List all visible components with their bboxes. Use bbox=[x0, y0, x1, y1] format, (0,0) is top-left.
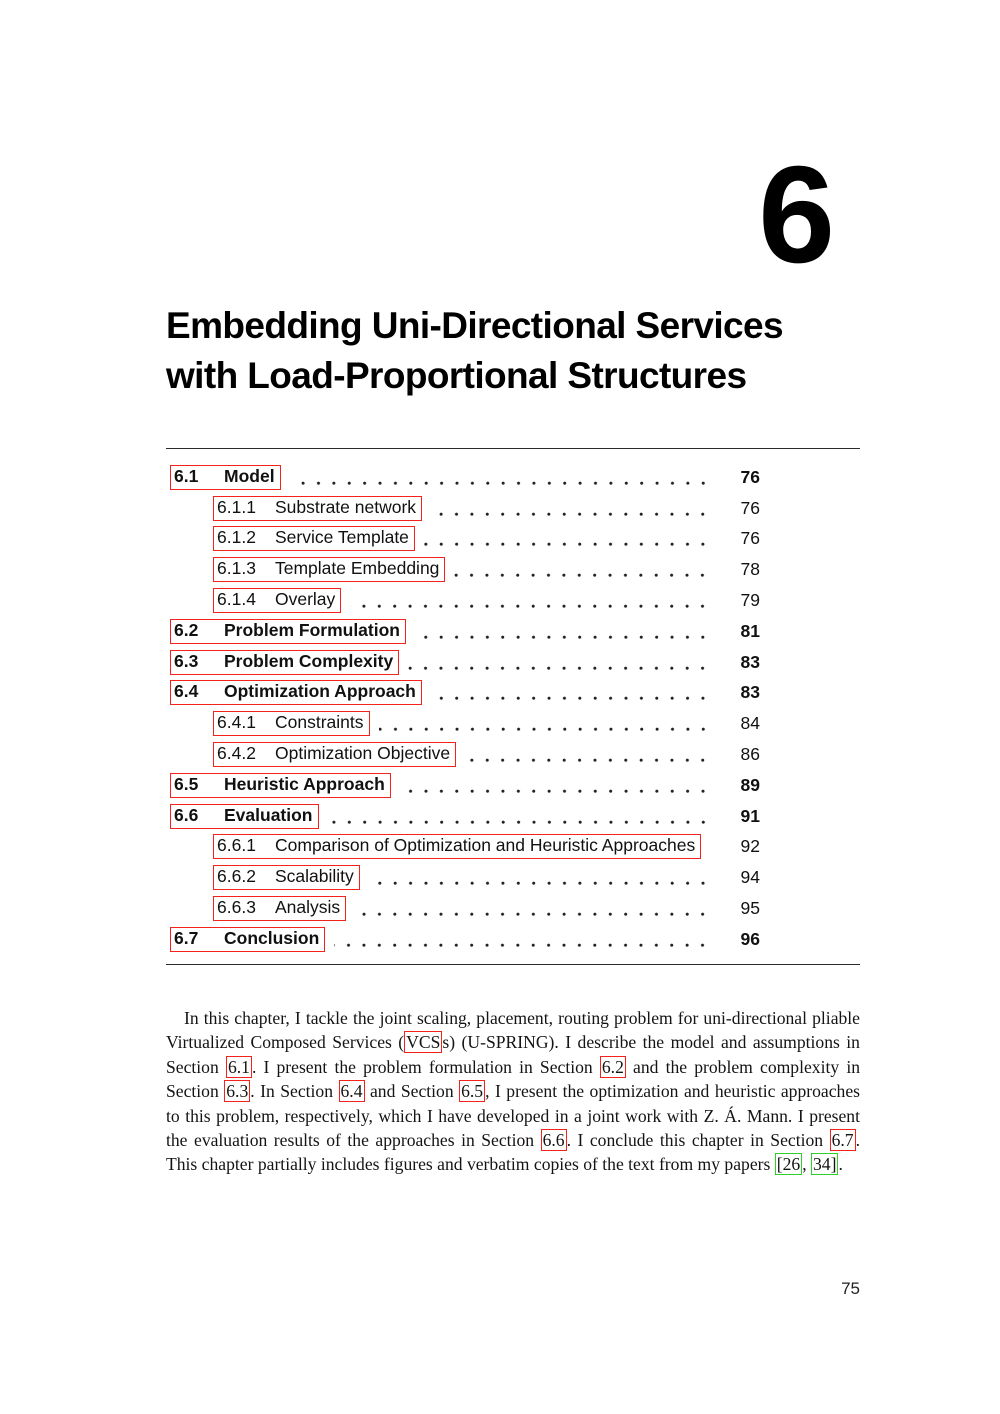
toc-entry-number: 6.1.4 bbox=[217, 589, 256, 610]
toc-entry-number: 6.2 bbox=[174, 619, 199, 640]
toc-entry-link[interactable] bbox=[213, 711, 370, 736]
paragraph-text: s) (U-SPRING). I describe the model and assumptions in Section bbox=[166, 1032, 860, 1077]
paragraph-text: , I present the optimization and heuristic approaches to this problem, respectively, which I have developed in a joint work with Z. Á. Mann. I present the evaluation results of the approaches in Section bbox=[166, 1081, 860, 1151]
toc-dot-leader bbox=[465, 758, 716, 763]
chapter-title-line-2: with Load-Proportional Structures bbox=[166, 355, 747, 396]
chapter-title-line-1: Embedding Uni-Directional Services bbox=[166, 305, 783, 346]
intro-paragraph bbox=[166, 1006, 860, 1177]
toc-page-number: 89 bbox=[740, 774, 760, 795]
toc-entry-link[interactable] bbox=[213, 588, 341, 613]
toc-entry-label: Problem Formulation bbox=[224, 619, 400, 640]
toc-page-number: 76 bbox=[740, 466, 760, 487]
section-ref-link[interactable]: 6.7 bbox=[831, 1130, 854, 1151]
toc-page-number: 86 bbox=[740, 744, 760, 765]
toc-entry-link[interactable] bbox=[213, 496, 422, 521]
toc-entry-number: 6.6 bbox=[174, 804, 199, 825]
toc-entry-number: 6.6.2 bbox=[217, 866, 256, 887]
toc-entry bbox=[170, 678, 860, 709]
toc-entry-label: Template Embedding bbox=[275, 558, 440, 579]
toc-entry-label: Problem Complexity bbox=[224, 650, 394, 671]
toc-page-number: 96 bbox=[740, 928, 760, 949]
toc-dot-leader bbox=[379, 727, 716, 732]
toc-page-number: 78 bbox=[740, 559, 760, 580]
toc-entry-number: 6.5 bbox=[174, 773, 199, 794]
toc-entry-number: 6.1.3 bbox=[217, 558, 256, 579]
toc-dot-leader bbox=[431, 512, 716, 517]
toc-bottom-rule bbox=[166, 964, 860, 965]
toc-page-number: 95 bbox=[740, 898, 760, 919]
toc-dot-leader bbox=[290, 481, 716, 486]
paragraph-text: and the problem complexity in Section bbox=[166, 1056, 861, 1102]
paragraph-text: and Section bbox=[364, 1081, 460, 1102]
toc-entry bbox=[170, 708, 860, 739]
toc-entry-link[interactable] bbox=[213, 896, 346, 921]
toc-dot-leader bbox=[408, 666, 716, 671]
toc-entry-number: 6.1 bbox=[174, 465, 199, 486]
section-ref-link[interactable]: 6.5 bbox=[461, 1081, 484, 1102]
toc-entry-label: Heuristic Approach bbox=[224, 773, 385, 794]
toc-entry-label: Overlay bbox=[275, 589, 336, 610]
toc-entry bbox=[170, 893, 860, 924]
citation-link[interactable]: [26 bbox=[776, 1154, 801, 1175]
toc-entry bbox=[170, 462, 860, 493]
chapter-title bbox=[166, 301, 860, 401]
toc-entry-label: Comparison of Optimization and Heuristic Approaches bbox=[275, 835, 696, 856]
toc-dot-leader bbox=[350, 604, 716, 609]
toc-dot-leader bbox=[710, 850, 716, 855]
toc-page-number: 79 bbox=[740, 590, 760, 611]
section-ref-link[interactable]: 6.2 bbox=[601, 1056, 624, 1077]
section-ref-link[interactable]: 6.1 bbox=[227, 1056, 250, 1077]
toc-page-number: 91 bbox=[740, 805, 760, 826]
paragraph-text: . I conclude this chapter in Section bbox=[566, 1130, 830, 1151]
section-ref-link[interactable]: VCS bbox=[406, 1032, 441, 1053]
toc-page-number: 84 bbox=[740, 713, 760, 734]
toc-entry bbox=[170, 801, 860, 832]
paragraph-text: , bbox=[802, 1154, 811, 1175]
toc-entry-number: 6.1.1 bbox=[217, 496, 256, 517]
toc-entry-number: 6.6.1 bbox=[217, 835, 256, 856]
toc-entry-label: Model bbox=[224, 465, 275, 486]
toc-entry-link[interactable] bbox=[213, 834, 701, 859]
toc-page-number: 92 bbox=[740, 836, 760, 857]
toc-dot-leader bbox=[400, 789, 716, 794]
page-number: 75 bbox=[841, 1279, 860, 1298]
toc-page-number: 81 bbox=[740, 620, 760, 641]
toc-entry-link[interactable] bbox=[170, 773, 391, 798]
toc-entry-number: 6.6.3 bbox=[217, 897, 256, 918]
toc-entry-link[interactable] bbox=[213, 526, 415, 551]
toc-entry-link[interactable] bbox=[213, 742, 456, 767]
toc-entry bbox=[170, 493, 860, 524]
toc-page-number: 94 bbox=[740, 867, 760, 888]
paragraph-text: . This chapter partially includes figures and verbatim copies of the text from my papers bbox=[166, 1130, 860, 1175]
toc-entry-link[interactable] bbox=[213, 865, 360, 890]
toc-entry-link[interactable] bbox=[170, 619, 406, 644]
toc-entry bbox=[170, 832, 860, 863]
toc-dot-leader bbox=[454, 573, 716, 578]
toc-entry-number: 6.1.2 bbox=[217, 527, 256, 548]
toc-page-number: 76 bbox=[740, 528, 760, 549]
toc-entry-label: Scalability bbox=[275, 866, 354, 887]
toc-entry-link[interactable] bbox=[170, 650, 399, 675]
toc-entry-link[interactable] bbox=[213, 557, 445, 582]
paragraph-text: . In Section bbox=[250, 1081, 339, 1102]
toc-entry-number: 6.4.2 bbox=[217, 743, 256, 764]
toc-dot-leader bbox=[415, 635, 716, 640]
toc-entry-link[interactable] bbox=[170, 465, 281, 490]
toc-page-number: 83 bbox=[740, 651, 760, 672]
toc-entry-link[interactable] bbox=[170, 804, 319, 829]
paragraph-text: . I present the problem formulation in Section bbox=[251, 1056, 600, 1077]
toc-entry bbox=[170, 554, 860, 585]
section-ref-link[interactable]: 6.6 bbox=[542, 1130, 565, 1151]
toc-dot-leader bbox=[424, 542, 716, 547]
section-ref-link[interactable]: 6.4 bbox=[340, 1081, 363, 1102]
toc-dot-leader bbox=[431, 696, 716, 701]
toc-dot-leader bbox=[334, 943, 716, 948]
toc-entry-label: Optimization Objective bbox=[275, 743, 451, 764]
toc-entry-label: Substrate network bbox=[275, 496, 417, 517]
toc-entry bbox=[170, 524, 860, 555]
toc-entry bbox=[170, 924, 860, 955]
toc-entry bbox=[170, 616, 860, 647]
toc-entry-label: Service Template bbox=[275, 527, 409, 548]
toc-dot-leader bbox=[369, 881, 716, 886]
toc-entry-number: 6.7 bbox=[174, 927, 199, 948]
toc-entries bbox=[166, 449, 860, 964]
toc-entry-number: 6.4.1 bbox=[217, 712, 256, 733]
toc-entry-number: 6.3 bbox=[174, 650, 199, 671]
paragraph-text: In this chapter, I tackle the joint scaling, placement, routing problem for uni-directional pliable Virtualized Composed Services ( bbox=[166, 1008, 860, 1053]
toc-page-number: 83 bbox=[740, 682, 760, 703]
citation-link[interactable]: 34] bbox=[813, 1154, 837, 1175]
toc-entry bbox=[170, 585, 860, 616]
toc-entry bbox=[170, 862, 860, 893]
toc-entry bbox=[170, 770, 860, 801]
paragraph-text: . bbox=[838, 1154, 843, 1175]
toc-entry-label: Constraints bbox=[275, 712, 364, 733]
toc-entry bbox=[170, 739, 860, 770]
toc-entry-label: Optimization Approach bbox=[224, 681, 416, 702]
toc-entry-label: Conclusion bbox=[224, 927, 320, 948]
toc-dot-leader bbox=[355, 912, 716, 917]
toc-entry bbox=[170, 647, 860, 678]
toc-entry-label: Evaluation bbox=[224, 804, 313, 825]
toc-dot-leader bbox=[328, 820, 717, 825]
chapter-toc bbox=[166, 448, 860, 965]
toc-page-number: 76 bbox=[740, 497, 760, 518]
toc-entry-link[interactable] bbox=[170, 927, 325, 952]
toc-entry-link[interactable] bbox=[170, 680, 422, 705]
section-ref-link[interactable]: 6.3 bbox=[226, 1081, 249, 1102]
chapter-number: 6 bbox=[758, 138, 832, 292]
toc-entry-label: Analysis bbox=[275, 897, 341, 918]
toc-entry-number: 6.4 bbox=[174, 681, 199, 702]
